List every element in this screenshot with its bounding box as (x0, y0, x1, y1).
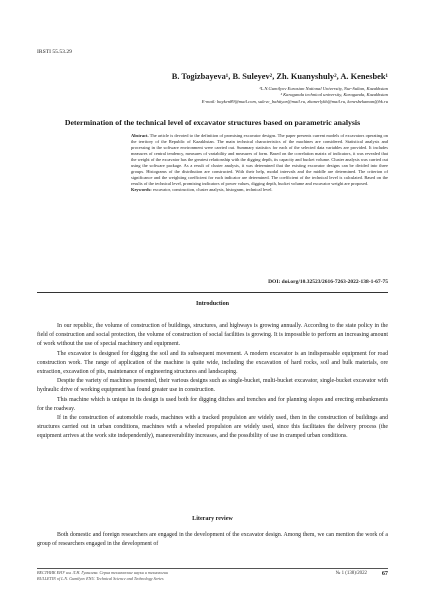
intro-paragraph: This machine which is unique in its design is used both for digging ditches and trenches and for planning slopes and erecting embankments for the roadway. (37, 396, 388, 412)
authors-line: B. Togizbayeva¹, B. Suleyev², Zh. Kuanyshuly², A. Kenesbek¹ (171, 72, 388, 81)
lit-paragraph: Both domestic and foreign researchers are engaged in the development of the excavator design. Among them, we can mention the work of a group of researchers engaged in the development of (37, 532, 388, 548)
affiliation-1: ¹L.N.Gumilyov Eurasian National University, Nur-Sultan, Kazakhstan (259, 86, 388, 91)
intro-paragraph: Despite the variety of machines presented, their various designs such as single-bucket, multi-bucket excavator, single-bucket excavator with hydraulic drive of working equipment has found greater use in construction. (37, 378, 388, 394)
journal-name-ru: ВЕСТНИК ЕНУ им. Л.Н. Гумилева. Серия технические науки и технологии (37, 570, 169, 575)
intro-paragraph: If in the construction of automobile roads, machines with a tracked propulsion are widely used, then in the construction of buildings and structures carried out in urban conditions, machines with a wheeled propulsion are widely used, since this facilitates the delivery process (the equipment arrives at the work site independently), maneuverability increases, and the possibility of use in cramped urban conditions. (37, 415, 388, 440)
affiliation-2: ² Karaganda technical university, Karaganda, Kazakhstan (280, 92, 388, 98)
keywords-text: excavator, construction, cluster analysis, histogram, technical level. (151, 186, 273, 192)
header-divider (37, 292, 388, 293)
irsti-code: IRSTI 55.53.29 (37, 49, 72, 55)
section-heading-literary-review: Literary review (192, 516, 233, 522)
literary-review-body (37, 531, 388, 549)
footer-divider (37, 568, 388, 569)
page-number: 67 (381, 570, 388, 577)
affiliation-emails: E-mail: bayken89@mail.com, sulevc_bahtiyar@mail.ru, zhanerlykh@mail.ru, kenesbekaman@bk.ru (201, 98, 388, 104)
abstract-block (131, 133, 388, 193)
abstract-text: The article is devoted to the definition of promising excavator designs. The paper presents current models of excavators operating on the territory of the Republic of Kazakhstan. The main technical characteristics of the machines are considered. Statistical analysis and processing in the software environment were carried out. Summary statistics for each of the selected data variables are provided. It includes measures of central tendency, measures of variability and measures of form. Based on the correlation matrix of indicators, it was revealed that the weight of the excavator has the greatest relationship with the digging depth, its capacity and bucket volume. Cluster analysis was carried out using the software package. As a result of cluster analysis, it was determined that the existing excavator designs can be divided into three groups. Histograms of the distribution are constructed. With their help, modal intervals and the middle are determined. The criterion of significance and the weighting coefficient for each indicator are determined. The coefficient of the technical level is calculated. Based on the results of the technical level, promising indicators of power values, digging depth, bucket volume and excavator weight are proposed. (131, 133, 388, 186)
doi-link[interactable]: DOI: doi.org/10.32523/2616-7263-2022-138-1-67-75 (268, 279, 388, 285)
keywords-label: Keywords: (131, 186, 152, 192)
intro-paragraph: In our republic, the volume of construction of buildings, structures, and highways is growing annually. According to the state policy in the field of construction and social protection, the volume of construction of social facilities is growing. It is impossible to perform an increasing amount of work without the use of special machinery and equipment. (37, 323, 388, 348)
abstract-label: Abstract. (131, 133, 149, 138)
intro-paragraph: The excavator is designed for digging the soil and its subsequent movement. A modern excavator is an indispensable equipment for road construction work. The range of application of the machine is quite wide, including the excavation of hard rocks, soil and bulk materials, ore extraction, excavation of pits, maintenance of engineering structures and landscaping. (37, 350, 388, 376)
affiliations (120, 86, 388, 105)
article-title: Determination of the technical level of excavator structures based on parametric analysis (64, 118, 361, 127)
issue-number: № 1 (138)/2022 (335, 571, 367, 576)
section-heading-introduction: Introduction (195, 301, 230, 307)
journal-name-en: BULLETIN of L.N. Gumilyov ENU. Technical Science and Technology Series (37, 576, 164, 582)
introduction-body (37, 322, 388, 442)
